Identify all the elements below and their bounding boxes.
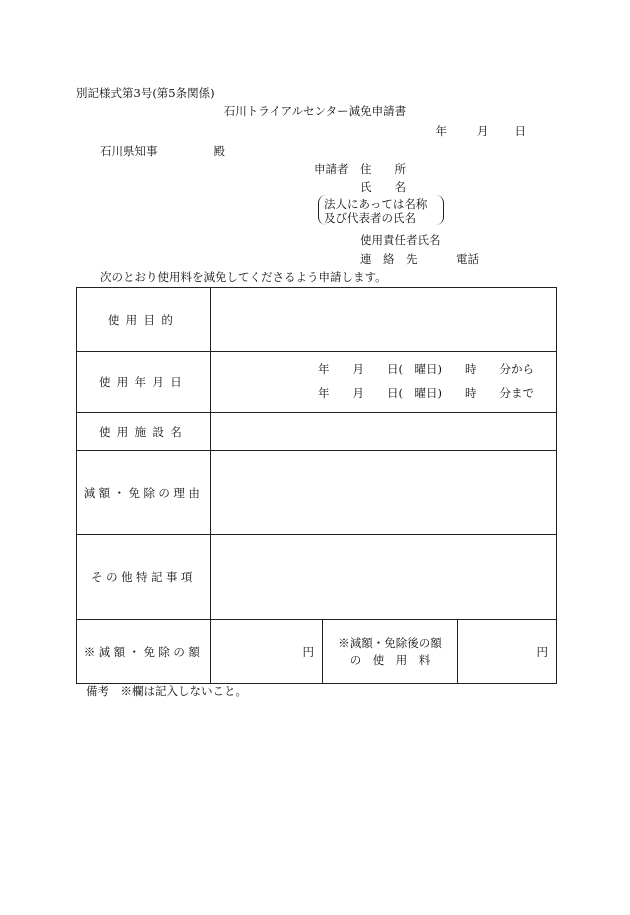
corp-note-line2: 及び代表者の氏名 [324,211,416,225]
period-label: 使用年月日 [77,352,211,413]
purpose-field[interactable] [211,288,557,352]
other-label: その他特記事項 [77,535,211,620]
after-amount-field[interactable] [458,620,557,684]
form-number: 別記様式第3号(第5条関係) [76,86,215,100]
addressee-honorific: 殿 [213,144,225,158]
applicant-label: 申請者 [314,162,349,176]
period-to: 年 月 日( 曜日) 時 分まで [318,386,535,400]
document-title: 石川トライアルセンター減免申請書 [223,104,407,118]
facility-field[interactable] [211,413,557,451]
application-table [76,287,557,684]
note: 備考 ※欄は記入しないこと。 [86,684,247,698]
facility-label: 使用施設名 [77,413,211,451]
date-day: 日 [514,124,526,138]
addressee [100,144,225,158]
after-amount-label-line2: の 使 用 料 [349,652,431,667]
after-amount-yen: 円 [536,644,549,659]
amount-field[interactable] [211,620,323,684]
other-field[interactable] [211,535,557,620]
amount-yen: 円 [302,644,314,659]
date-line [436,124,527,138]
applicant-responsible: 使用責任者氏名 [360,233,441,247]
period-field[interactable] [211,352,557,413]
date-year: 年 [435,124,447,138]
after-amount-label [323,620,458,684]
intro-text: 次のとおり使用料を減免してくださるよう申請します。 [100,270,387,284]
after-amount-label-line1: ※減額・免除後の額 [338,635,442,650]
addressee-name: 石川県知事 [100,144,158,158]
applicant-name: 氏 名 [360,180,406,194]
amount-label: ※減額・免除の額 [77,620,211,684]
applicant-phone: 電話 [456,252,479,266]
purpose-label: 使用目的 [77,288,211,352]
reason-label: 減額・免除の理由 [77,451,211,535]
period-from: 年 月 日( 曜日) 時 分から [318,362,535,376]
applicant-address: 住 所 [360,162,406,176]
corp-note-line1: 法人にあっては名称 [324,197,428,211]
applicant-contact: 連 絡 先 [360,252,418,266]
reason-field[interactable] [211,451,557,535]
date-month: 月 [477,124,489,138]
